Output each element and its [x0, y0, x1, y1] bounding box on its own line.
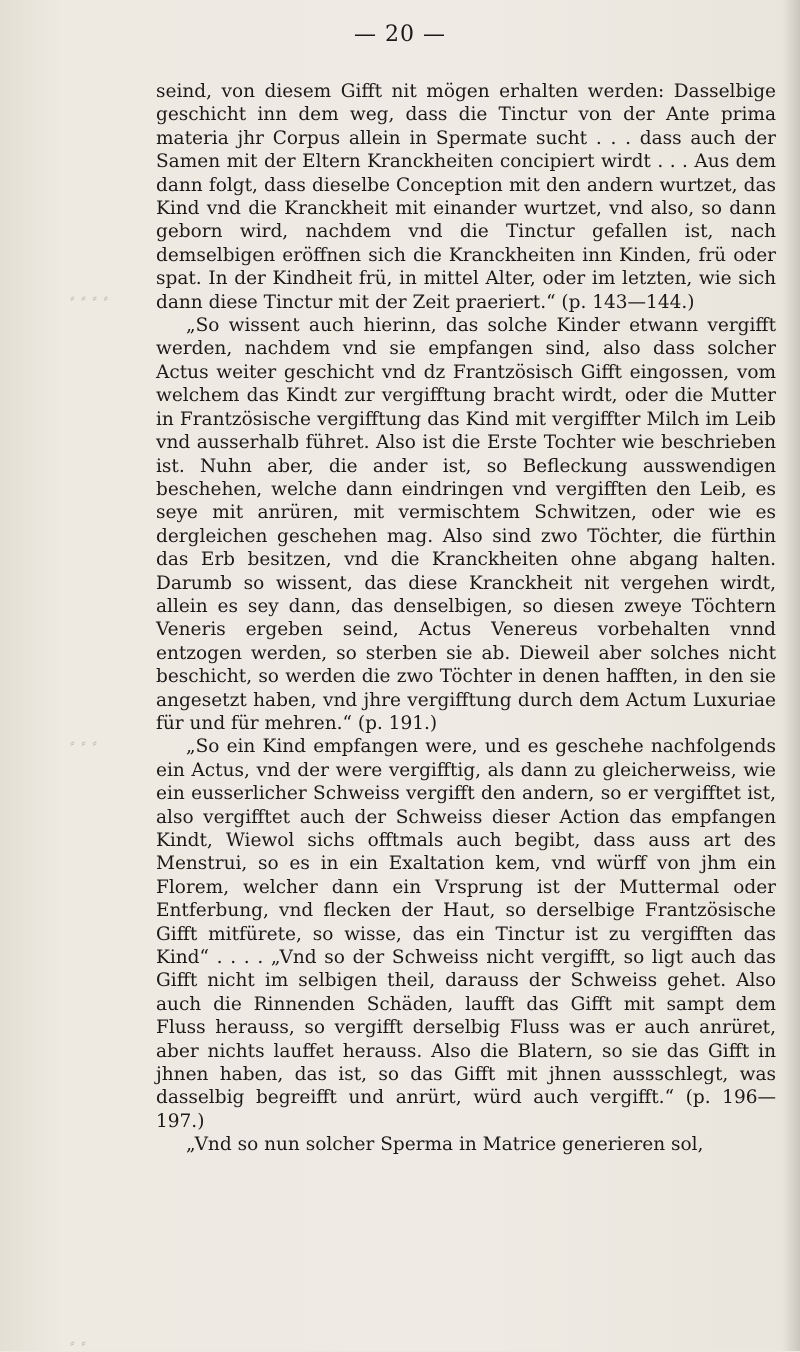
paragraph-4: „Vnd so nun solcher Sperma in Matrice generieren sol,	[186, 1134, 704, 1156]
bleed-through-mark: ⸗ ⸗	[70, 1335, 87, 1351]
body-text	[156, 80, 776, 1157]
page-number: — 20 —	[354, 22, 446, 47]
bleed-through-mark: ⸗ ⸗ ⸗	[70, 735, 98, 751]
page-edge-shadow	[782, 0, 800, 1351]
bleed-through-mark: ⸗ ⸗ ⸗ ⸗	[70, 290, 109, 306]
paragraph-1: seind, von diesem Gifft nit mögen erhalten werden: Dasselbige geschicht inn dem weg, dass die Tinctur von der Ante prima materia jhr Corpus allein in Spermate sucht . . . dass auch der Samen mit der Eltern Kranckheiten concipiert wirdt . . . Aus dem dann folgt, dass dieselbe Conception mit den andern wurtzet, das Kind vnd die Kranckheit mit einander wurtzet, vnd also, so dann geborn wird, nachdem vnd die Tinctur gefallen ist, nach demselbigen eröffnen sich die Kranckheiten inn Kinden, frü oder spat. In der Kindheit frü, in mittel Alter, oder im letzten, wie sich dann diese Tinctur mit der Zeit praeriert.“ (p. 143—144.)	[156, 81, 776, 313]
paragraph-3: „So ein Kind empfangen were, und es geschehe nachfolgends ein Actus, vnd der were vergifftig, als dann zu gleicherweiss, wie ein eusserlicher Schweiss vergifft den andern, so er vergifftet ist, also vergifftet auch der Schweiss dieser Action das empfangen Kindt, Wiewol sichs offtmals auch begibt, dass auss art des Menstrui, so es in ein Exaltation kem, vnd würff von jhm ein Florem, welcher dann ein Vrsprung ist der Muttermal oder Entferbung, vnd flecken der Haut, so derselbige Frantzösische Gifft mitfürete, so wisse, das ein Tinctur ist zu vergifften das Kind“ . . . . „Vnd so der Schweiss nicht vergifft, so ligt auch das Gifft nicht im selbigen theil, darauss der Schweiss gehet. Also auch die Rinnenden Schäden, laufft das Gifft mit sampt dem Fluss herauss, so vergifft derselbig Fluss was er auch anrüret, aber nichts lauffet herauss. Also die Blatern, so sie das Gifft in jhnen haben, das ist, so das Gifft mit jhnen aussschlegt, was dasselbig begreifft und anrürt, würd auch vergifft.“ (p. 196—197.)	[156, 736, 776, 1132]
paragraph-2: „So wissent auch hierinn, das solche Kinder etwann vergifft werden, nachdem vnd sie empfangen sind, also dass solcher Actus weiter geschicht vnd dz Frantzösisch Gifft eingossen, vom welchem das Kindt zur vergifftung bracht wirdt, oder die Mutter in Frantzösische vergifftung das Kind mit vergiffter Milch im Leib vnd ausserhalb führet. Also ist die Erste Tochter wie beschrieben ist. Nuhn aber, die ander ist, so Befleckung ausswendigen beschehen, welche dann eindringen vnd vergifften den Leib, es seye mit anrüren, mit vermischtem Schwitzen, oder wie es dergleichen geschehen mag. Also sind zwo Töchter, die fürthin das Erb besitzen, vnd die Kranckheiten ohne abgang halten. Darumb so wissent, das diese Kranckheit nit vergehen wirdt, allein es sey dann, das denselbigen, so diesen zweye Töchtern Veneris ergeben seind, Actus Venereus vorbehalten vnnd entzogen werden, so sterben sie ab. Dieweil aber solches nicht beschicht, so werden die zwo Töchter in denen hafften, in den sie angesetzt haben, vnd jhre vergifftung durch dem Actum Luxuriae für und für mehren.“ (p. 191.)	[156, 315, 776, 734]
